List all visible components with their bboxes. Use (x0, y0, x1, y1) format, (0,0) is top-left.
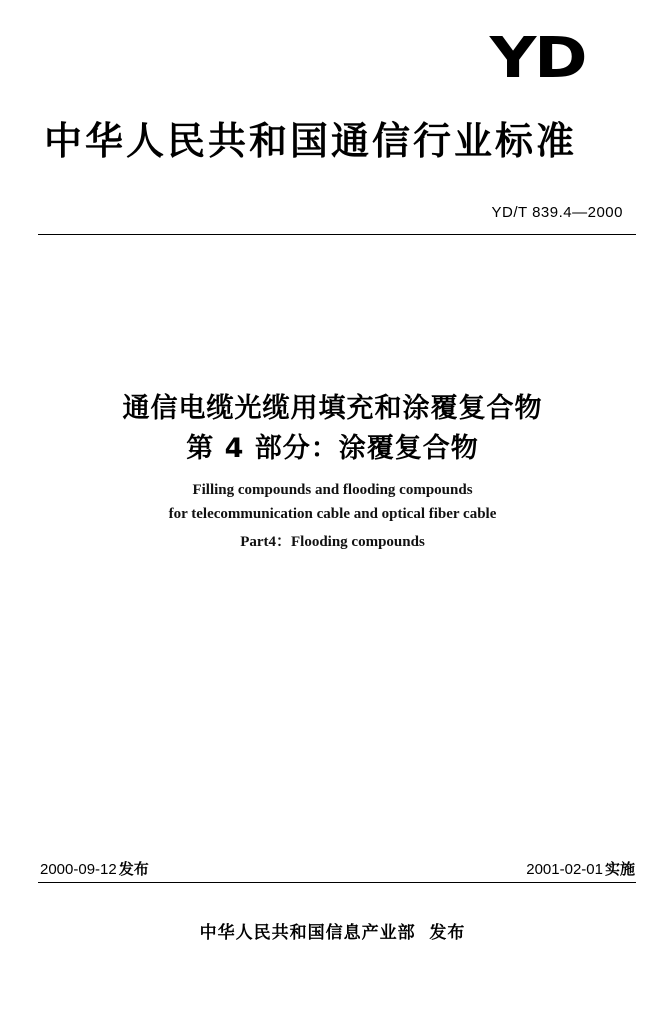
bottom-divider (38, 882, 636, 883)
implement-date-line (526, 858, 635, 879)
issue-date-line (40, 858, 149, 879)
implement-label: 实施 (604, 860, 635, 878)
publisher: 中华人民共和国信息产业部 发布 (199, 923, 466, 943)
document-title-en-line1: Filling compounds and flooding compounds (192, 482, 473, 498)
standard-category-title: 中华人民共和国通信行业标准 (44, 119, 578, 163)
standard-number: YD/T 839.4—2000 (491, 204, 623, 221)
yd-logo: YD (489, 26, 586, 91)
issue-label: 发布 (118, 860, 149, 878)
implement-date: 2001-02-01 (526, 861, 603, 878)
document-title-cn-line1: 通信电缆光缆用填充和涂覆复合物 (122, 393, 543, 424)
document-title-en-line2: for telecommunication cable and optical fiber cable (168, 506, 497, 522)
top-divider (38, 234, 636, 235)
document-title-cn-line2: 第 4 部分：涂覆复合物 (186, 433, 479, 464)
document-title-en-line3: Part4：Flooding compounds (240, 534, 425, 550)
issue-date: 2000-09-12 (40, 861, 117, 878)
